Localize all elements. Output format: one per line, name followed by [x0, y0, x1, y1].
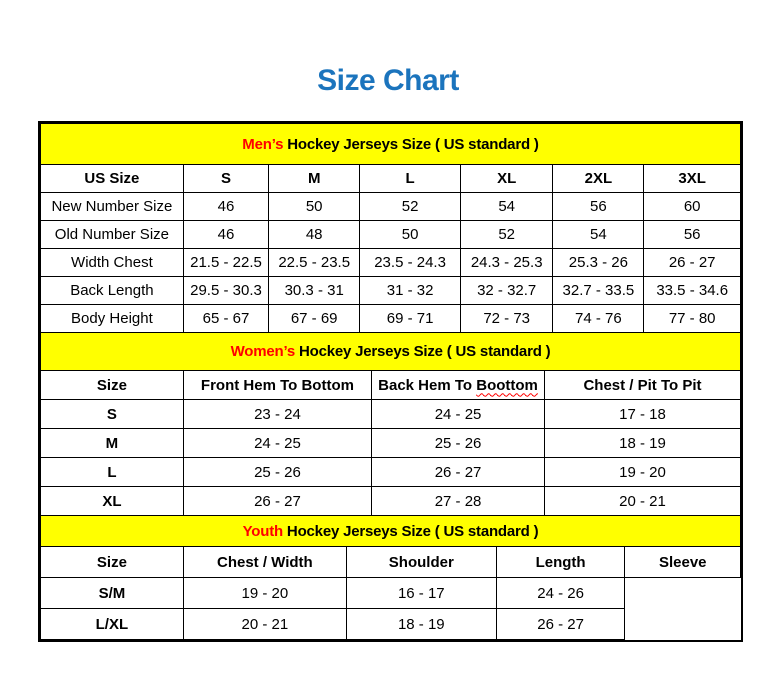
table-row [41, 458, 741, 487]
row-label-cell: M [41, 429, 184, 458]
column-header: Size [41, 371, 184, 400]
womens-section-band [41, 333, 741, 371]
table-row [41, 609, 741, 640]
value-cell: 29.5 - 30.3 [183, 277, 268, 305]
womens-table-body [41, 400, 741, 516]
table-row [41, 221, 741, 249]
value-cell: 56 [644, 221, 741, 249]
mens-section-band [41, 124, 741, 165]
value-cell: 19 - 20 [544, 458, 740, 487]
youth-table-body [41, 578, 741, 640]
section-band-title [41, 333, 741, 371]
value-cell: 18 - 19 [544, 429, 740, 458]
value-cell: 17 - 18 [544, 400, 740, 429]
value-cell: 20 - 21 [183, 609, 346, 640]
row-label-cell: New Number Size [41, 193, 184, 221]
value-cell: 72 - 73 [460, 305, 552, 333]
value-cell: 50 [360, 221, 461, 249]
youth-section-band [41, 516, 741, 547]
value-cell: 56 [553, 193, 644, 221]
value-cell: 52 [460, 221, 552, 249]
table-row [41, 578, 741, 609]
value-cell: 52 [360, 193, 461, 221]
band-rest-text: Hockey Jerseys Size ( US standard ) [283, 135, 539, 153]
value-cell: 18 - 19 [346, 609, 496, 640]
column-header: Chest / Pit To Pit [544, 371, 740, 400]
value-cell: 67 - 69 [269, 305, 360, 333]
table-row [41, 400, 741, 429]
value-cell: 26 - 27 [183, 487, 371, 516]
table-row [41, 305, 741, 333]
column-header: Length [496, 547, 625, 578]
column-header: Sleeve [625, 547, 741, 578]
value-cell: 54 [460, 193, 552, 221]
value-cell: 60 [644, 193, 741, 221]
table-row [41, 249, 741, 277]
table-row [41, 193, 741, 221]
column-header: Size [41, 547, 184, 578]
column-header: XL [460, 165, 552, 193]
value-cell: 32 - 32.7 [460, 277, 552, 305]
youth-size-table [40, 515, 741, 640]
row-label-cell: S/M [41, 578, 184, 609]
row-label-cell: Body Height [41, 305, 184, 333]
value-cell: 26 - 27 [496, 609, 625, 640]
row-label-cell: Old Number Size [41, 221, 184, 249]
value-cell: 48 [269, 221, 360, 249]
womens-header-row [41, 371, 741, 400]
section-band-title [41, 124, 741, 165]
header-text: Back Hem To [378, 376, 477, 394]
misspelled-word-spellcheck: Boottom [476, 376, 538, 394]
column-header: M [269, 165, 360, 193]
band-rest-text: Hockey Jerseys Size ( US standard ) [295, 343, 551, 360]
mens-table-body [41, 193, 741, 333]
value-cell: 24 - 25 [183, 429, 371, 458]
row-label-cell: Width Chest [41, 249, 184, 277]
value-cell: 27 - 28 [372, 487, 545, 516]
value-cell: 50 [269, 193, 360, 221]
column-header: 3XL [644, 165, 741, 193]
table-row [41, 429, 741, 458]
row-label-cell: XL [41, 487, 184, 516]
mens-size-table [40, 123, 741, 333]
youth-header-row [41, 547, 741, 578]
column-header: Chest / Width [183, 547, 346, 578]
value-cell: 31 - 32 [360, 277, 461, 305]
value-cell: 25 - 26 [372, 429, 545, 458]
page-title: Size Chart [317, 64, 459, 97]
band-rest-text: Hockey Jerseys Size ( US standard ) [282, 522, 539, 540]
column-header: US Size [41, 165, 184, 193]
column-header: L [360, 165, 461, 193]
value-cell: 46 [183, 193, 268, 221]
value-cell: 69 - 71 [360, 305, 461, 333]
column-header [372, 371, 545, 400]
column-header: Front Hem To Bottom [183, 371, 371, 400]
row-label-cell: Back Length [41, 277, 184, 305]
value-cell: 54 [553, 221, 644, 249]
value-cell: 21.5 - 22.5 [183, 249, 268, 277]
value-cell: 30.3 - 31 [269, 277, 360, 305]
band-highlight-text: Women’s [230, 343, 296, 360]
table-row [41, 487, 741, 516]
value-cell: 26 - 27 [644, 249, 741, 277]
band-highlight-text: Youth [242, 522, 283, 540]
value-cell: 24 - 25 [372, 400, 545, 429]
womens-size-table [40, 332, 741, 516]
value-cell: 22.5 - 23.5 [269, 249, 360, 277]
value-cell: 23.5 - 24.3 [360, 249, 461, 277]
column-header: Shoulder [346, 547, 496, 578]
value-cell: 25 - 26 [183, 458, 371, 487]
value-cell: 26 - 27 [372, 458, 545, 487]
row-label-cell: S [41, 400, 184, 429]
row-label-cell: L [41, 458, 184, 487]
value-cell: 65 - 67 [183, 305, 268, 333]
value-cell: 20 - 21 [544, 487, 740, 516]
value-cell: 25.3 - 26 [553, 249, 644, 277]
value-cell: 32.7 - 33.5 [553, 277, 644, 305]
table-row [41, 277, 741, 305]
column-header: S [183, 165, 268, 193]
value-cell: 19 - 20 [183, 578, 346, 609]
value-cell: 46 [183, 221, 268, 249]
row-label-cell: L/XL [41, 609, 184, 640]
mens-header-row [41, 165, 741, 193]
section-band-title [41, 516, 741, 547]
column-header: 2XL [553, 165, 644, 193]
value-cell: 33.5 - 34.6 [644, 277, 741, 305]
size-chart-container [38, 121, 743, 642]
value-cell: 24 - 26 [496, 578, 625, 609]
value-cell: 16 - 17 [346, 578, 496, 609]
value-cell: 77 - 80 [644, 305, 741, 333]
value-cell: 24.3 - 25.3 [460, 249, 552, 277]
band-highlight-text: Men’s [242, 135, 284, 153]
value-cell: 74 - 76 [553, 305, 644, 333]
value-cell: 23 - 24 [183, 400, 371, 429]
